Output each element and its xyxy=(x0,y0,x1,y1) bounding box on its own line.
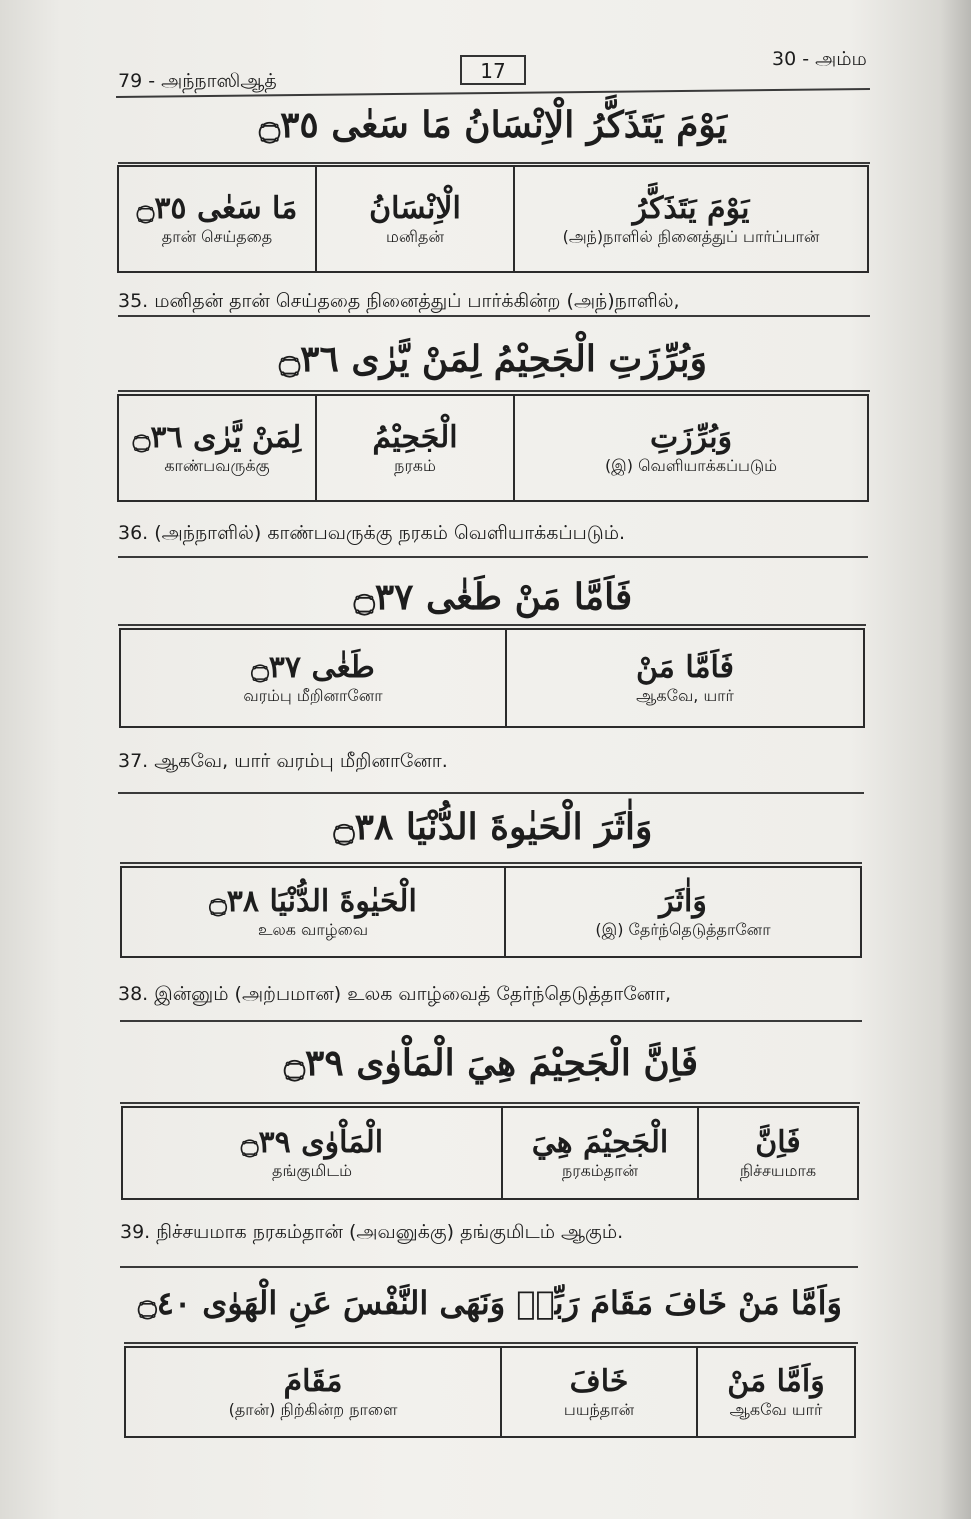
divider xyxy=(120,1102,860,1104)
word-cell xyxy=(118,395,316,501)
word-cell xyxy=(502,1107,698,1199)
word-arabic: الْجَحِيْمَ هِيَ xyxy=(531,1124,669,1160)
word-cell xyxy=(698,1107,858,1199)
divider xyxy=(118,556,868,558)
header-juz-name: 30 - அம்ம xyxy=(772,48,867,70)
verse-arabic-36: وَبُرِّزَتِ الْجَحِيْمُ لِمَنْ يَّرٰى ۝٣٦ xyxy=(279,338,707,380)
word-tamil: (தான்) நிற்கின்ற நாளை xyxy=(228,1400,398,1420)
header-surah-name: 79 - அந்நாஸிஆத் xyxy=(118,70,277,92)
divider xyxy=(118,162,870,164)
divider xyxy=(118,624,866,626)
word-cell xyxy=(120,629,506,727)
word-tamil: ஆகவே யார் xyxy=(729,1400,823,1420)
word-arabic: وَاٰثَرَ xyxy=(659,883,707,919)
word-arabic: الْحَيٰوةَ الدُّنْيَا ۝٣٨ xyxy=(209,883,417,919)
divider xyxy=(120,1020,862,1022)
translation-38: 38. இன்னும் (அற்பமான) உலக வாழ்வைத் தேர்ந்தெடுத்தானோ, xyxy=(118,983,672,1005)
word-arabic: الْمَاْوٰى ۝٣٩ xyxy=(240,1124,384,1160)
word-tamil: பயந்தான் xyxy=(563,1400,635,1420)
word-tamil: ஆகவே, யார் xyxy=(636,686,734,706)
word-arabic: الْاِنْسَانُ xyxy=(369,190,461,226)
word-tamil: (அந்)நாளில் நினைத்துப் பார்ப்பான் xyxy=(562,227,820,247)
word-arabic: فَاِنَّ xyxy=(755,1124,801,1160)
word-tamil: உலக வாழ்வை xyxy=(257,920,369,940)
word-arabic: لِمَنْ يَّرٰى ۝٣٦ xyxy=(132,419,302,455)
word-arabic: وَاَمَّا مَنْ xyxy=(727,1363,825,1399)
verse-arabic-40: وَاَمَّا مَنْ خَافَ مَقَامَ رَبِّهٖ وَنَهَى النَّفْسَ عَنِ الْهَوٰى ۝٤٠ xyxy=(138,1284,842,1322)
word-arabic: مَقَامَ xyxy=(283,1363,343,1399)
divider xyxy=(118,792,864,794)
divider xyxy=(118,390,870,392)
word-cell xyxy=(121,867,505,957)
word-tamil: நரகம் xyxy=(394,456,436,476)
word-table-36 xyxy=(117,394,869,502)
divider xyxy=(120,1266,858,1268)
word-cell xyxy=(514,395,868,501)
verse-arabic-37: فَاَمَّا مَنْ طَغٰى ۝٣٧ xyxy=(353,576,633,618)
word-arabic: فَاَمَّا مَنْ xyxy=(635,649,735,685)
page-number: 17 xyxy=(460,55,526,85)
word-cell xyxy=(316,166,514,272)
word-tamil: தங்குமிடம் xyxy=(272,1161,352,1181)
word-cell xyxy=(697,1347,855,1437)
verse-arabic-38: وَاٰثَرَ الْحَيٰوةَ الدُّنْيَا ۝٣٨ xyxy=(333,806,653,848)
divider xyxy=(124,1342,858,1344)
verse-arabic-39: فَاِنَّ الْجَحِيْمَ هِيَ الْمَاْوٰى ۝٣٩ xyxy=(283,1042,699,1084)
word-cell xyxy=(125,1347,501,1437)
word-arabic: طَغٰى ۝٣٧ xyxy=(251,649,375,685)
word-tamil: காண்பவருக்கு xyxy=(164,456,270,476)
word-table-38 xyxy=(120,866,862,958)
word-table-35 xyxy=(117,165,869,273)
word-cell xyxy=(122,1107,502,1199)
word-cell xyxy=(505,867,861,957)
word-tamil: வரம்பு மீறினானோ xyxy=(243,686,383,706)
word-arabic: خَافَ xyxy=(569,1363,629,1399)
verse-arabic-35: يَوْمَ يَتَذَكَّرُ الْاِنْسَانُ مَا سَعٰى ۝٣٥ xyxy=(259,104,727,146)
word-arabic: الْجَحِيْمُ xyxy=(372,419,458,455)
word-table-39 xyxy=(121,1106,859,1200)
word-tamil: நிச்சயமாக xyxy=(739,1161,817,1181)
word-arabic: مَا سَعٰى ۝٣٥ xyxy=(136,190,298,226)
word-table-37 xyxy=(119,628,865,728)
divider xyxy=(120,862,862,864)
word-tamil: நரகம்தான் xyxy=(562,1161,638,1181)
word-tamil: (இ) தேர்ந்தெடுத்தானோ xyxy=(595,920,771,940)
word-cell xyxy=(118,166,316,272)
divider xyxy=(118,315,870,317)
word-tamil: (இ) வெளியாக்கப்படும் xyxy=(604,456,778,476)
translation-39: 39. நிச்சயமாக நரகம்தான் (அவனுக்கு) தங்குமிடம் ஆகும். xyxy=(120,1221,624,1243)
word-cell xyxy=(501,1347,697,1437)
word-tamil: தான் செய்ததை xyxy=(161,227,273,247)
translation-37: 37. ஆகவே, யார் வரம்பு மீறினானோ. xyxy=(118,750,448,772)
word-cell xyxy=(316,395,514,501)
word-arabic: وَبُرِّزَتِ xyxy=(649,419,733,455)
word-arabic: يَوْمَ يَتَذَكَّرُ xyxy=(632,190,750,226)
word-cell xyxy=(514,166,868,272)
translation-36: 36. (அந்நாளில்) காண்பவருக்கு நரகம் வெளியாக்கப்படும். xyxy=(118,522,626,544)
word-tamil: மனிதன் xyxy=(386,227,444,247)
word-table-40 xyxy=(124,1346,856,1438)
word-cell xyxy=(506,629,864,727)
translation-35: 35. மனிதன் தான் செய்ததை நினைத்துப் பார்க்கின்ற (அந்)நாளில், xyxy=(118,290,680,312)
